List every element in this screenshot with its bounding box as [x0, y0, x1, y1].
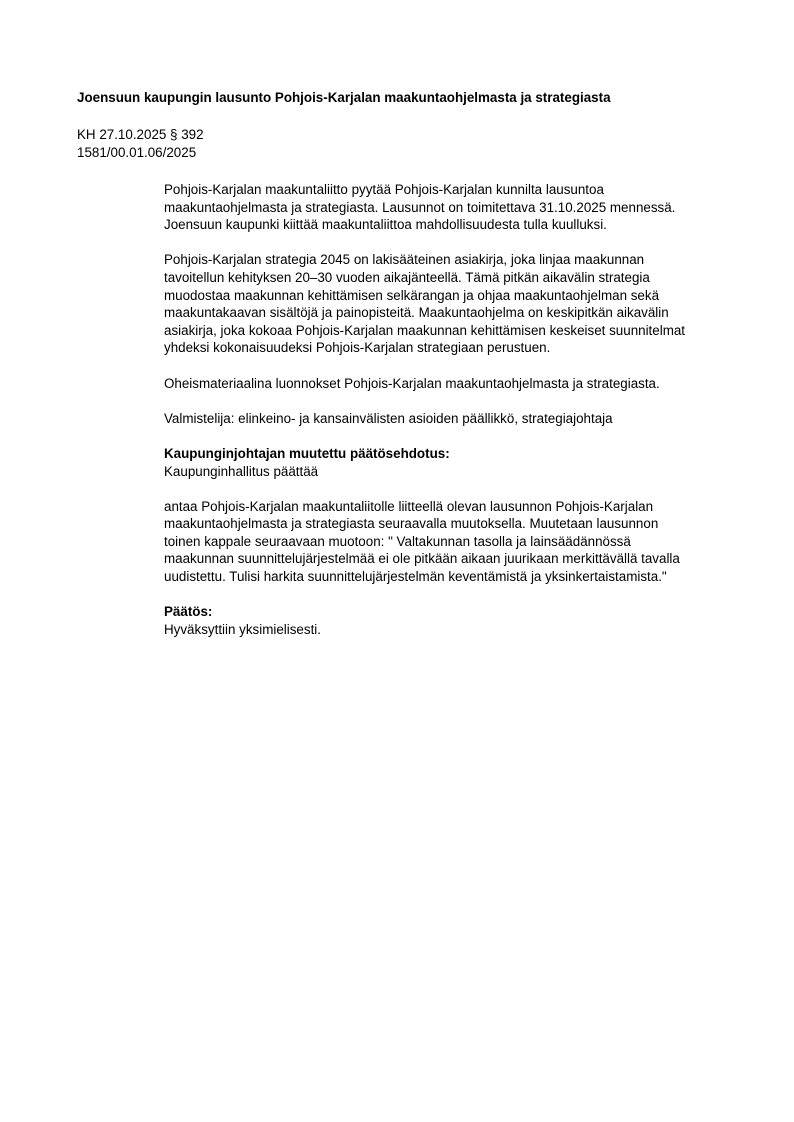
paragraph-line: toinen kappale seuraavaan muotoon: " Valtakunnan tasolla ja lainsäädännössä: [164, 533, 631, 549]
paragraph-line: uudistettu. Tulisi harkita suunnittelujärjestelmän keventämistä ja yksinkertaistamista.": [164, 569, 667, 585]
paragraph-line: yhdeksi kokonaisuudeksi Pohjois-Karjalan strategiaan perustuen.: [164, 340, 551, 356]
proposal-intro: Kaupunginhallitus päättää: [164, 463, 319, 479]
record-id: 1581/00.01.06/2025: [77, 144, 197, 160]
proposal-text: [164, 498, 744, 586]
document-title: Joensuun kaupungin lausunto Pohjois-Karjalan maakuntaohjelmasta ja strategiasta: [77, 90, 611, 105]
proposal-heading: Kaupunginjohtajan muutettu päätösehdotus:: [164, 445, 450, 461]
decision-text: Hyväksyttiin yksimielisesti.: [164, 621, 321, 637]
document-body: [164, 181, 744, 656]
paragraph-line: Pohjois-Karjalan strategia 2045 on lakisääteinen asiakirja, joka linjaa maakunnan: [164, 252, 645, 268]
paragraph-request: [164, 181, 744, 234]
paragraph-line: antaa Pohjois-Karjalan maakuntaliitolle liitteellä olevan lausunnon Pohjois-Karjalan: [164, 498, 654, 514]
paragraph-line: asiakirja, joka kokoaa Pohjois-Karjalan maakunnan kehittämisen keskeiset suunnitelmat: [164, 322, 686, 338]
document-meta: [77, 126, 204, 161]
attachments-note: Oheismateriaalina luonnokset Pohjois-Karjalan maakuntaohjelmasta ja strategiasta.: [164, 375, 660, 391]
paragraph-line: Pohjois-Karjalan maakuntaliitto pyytää Pohjois-Karjalan kunnilta lausuntoa: [164, 182, 604, 197]
paragraph-line: maakuntaohjelmasta ja strategiasta. Lausunnot on toimitettava 31.10.2025 mennessä.: [164, 199, 676, 215]
paragraph-line: maakuntaohjelmasta ja strategiasta seuraavalla muutoksella. Muutetaan lausunnon: [164, 516, 659, 532]
paragraph-line: muodostaa maakunnan kehittämisen selkärangan ja ohjaa maakuntaohjelman sekä: [164, 287, 660, 303]
meeting-reference: KH 27.10.2025 § 392: [77, 127, 204, 142]
preparer-line: Valmistelija: elinkeino- ja kansainvälisten asioiden päällikkö, strategiajohtaja: [164, 410, 613, 426]
paragraph-line: tavoitellun kehityksen 20–30 vuoden aikajänteellä. Tämä pitkän aikavälin strategia: [164, 269, 650, 285]
paragraph-line: Joensuun kaupunki kiittää maakuntaliittoa mahdollisuudesta tulla kuulluksi.: [164, 217, 607, 233]
decision-heading: Päätös:: [164, 604, 213, 620]
paragraph-line: maakunnan suunnittelujärjestelmää ei ole pitkään aikaan juurikaan merkittävällä tavalla: [164, 551, 680, 567]
paragraph-line: maakuntakaavan sisältöjä ja painopisteitä. Maakuntaohjelma on keskipitkän aikavälin: [164, 305, 669, 321]
paragraph-strategy: [164, 251, 744, 357]
